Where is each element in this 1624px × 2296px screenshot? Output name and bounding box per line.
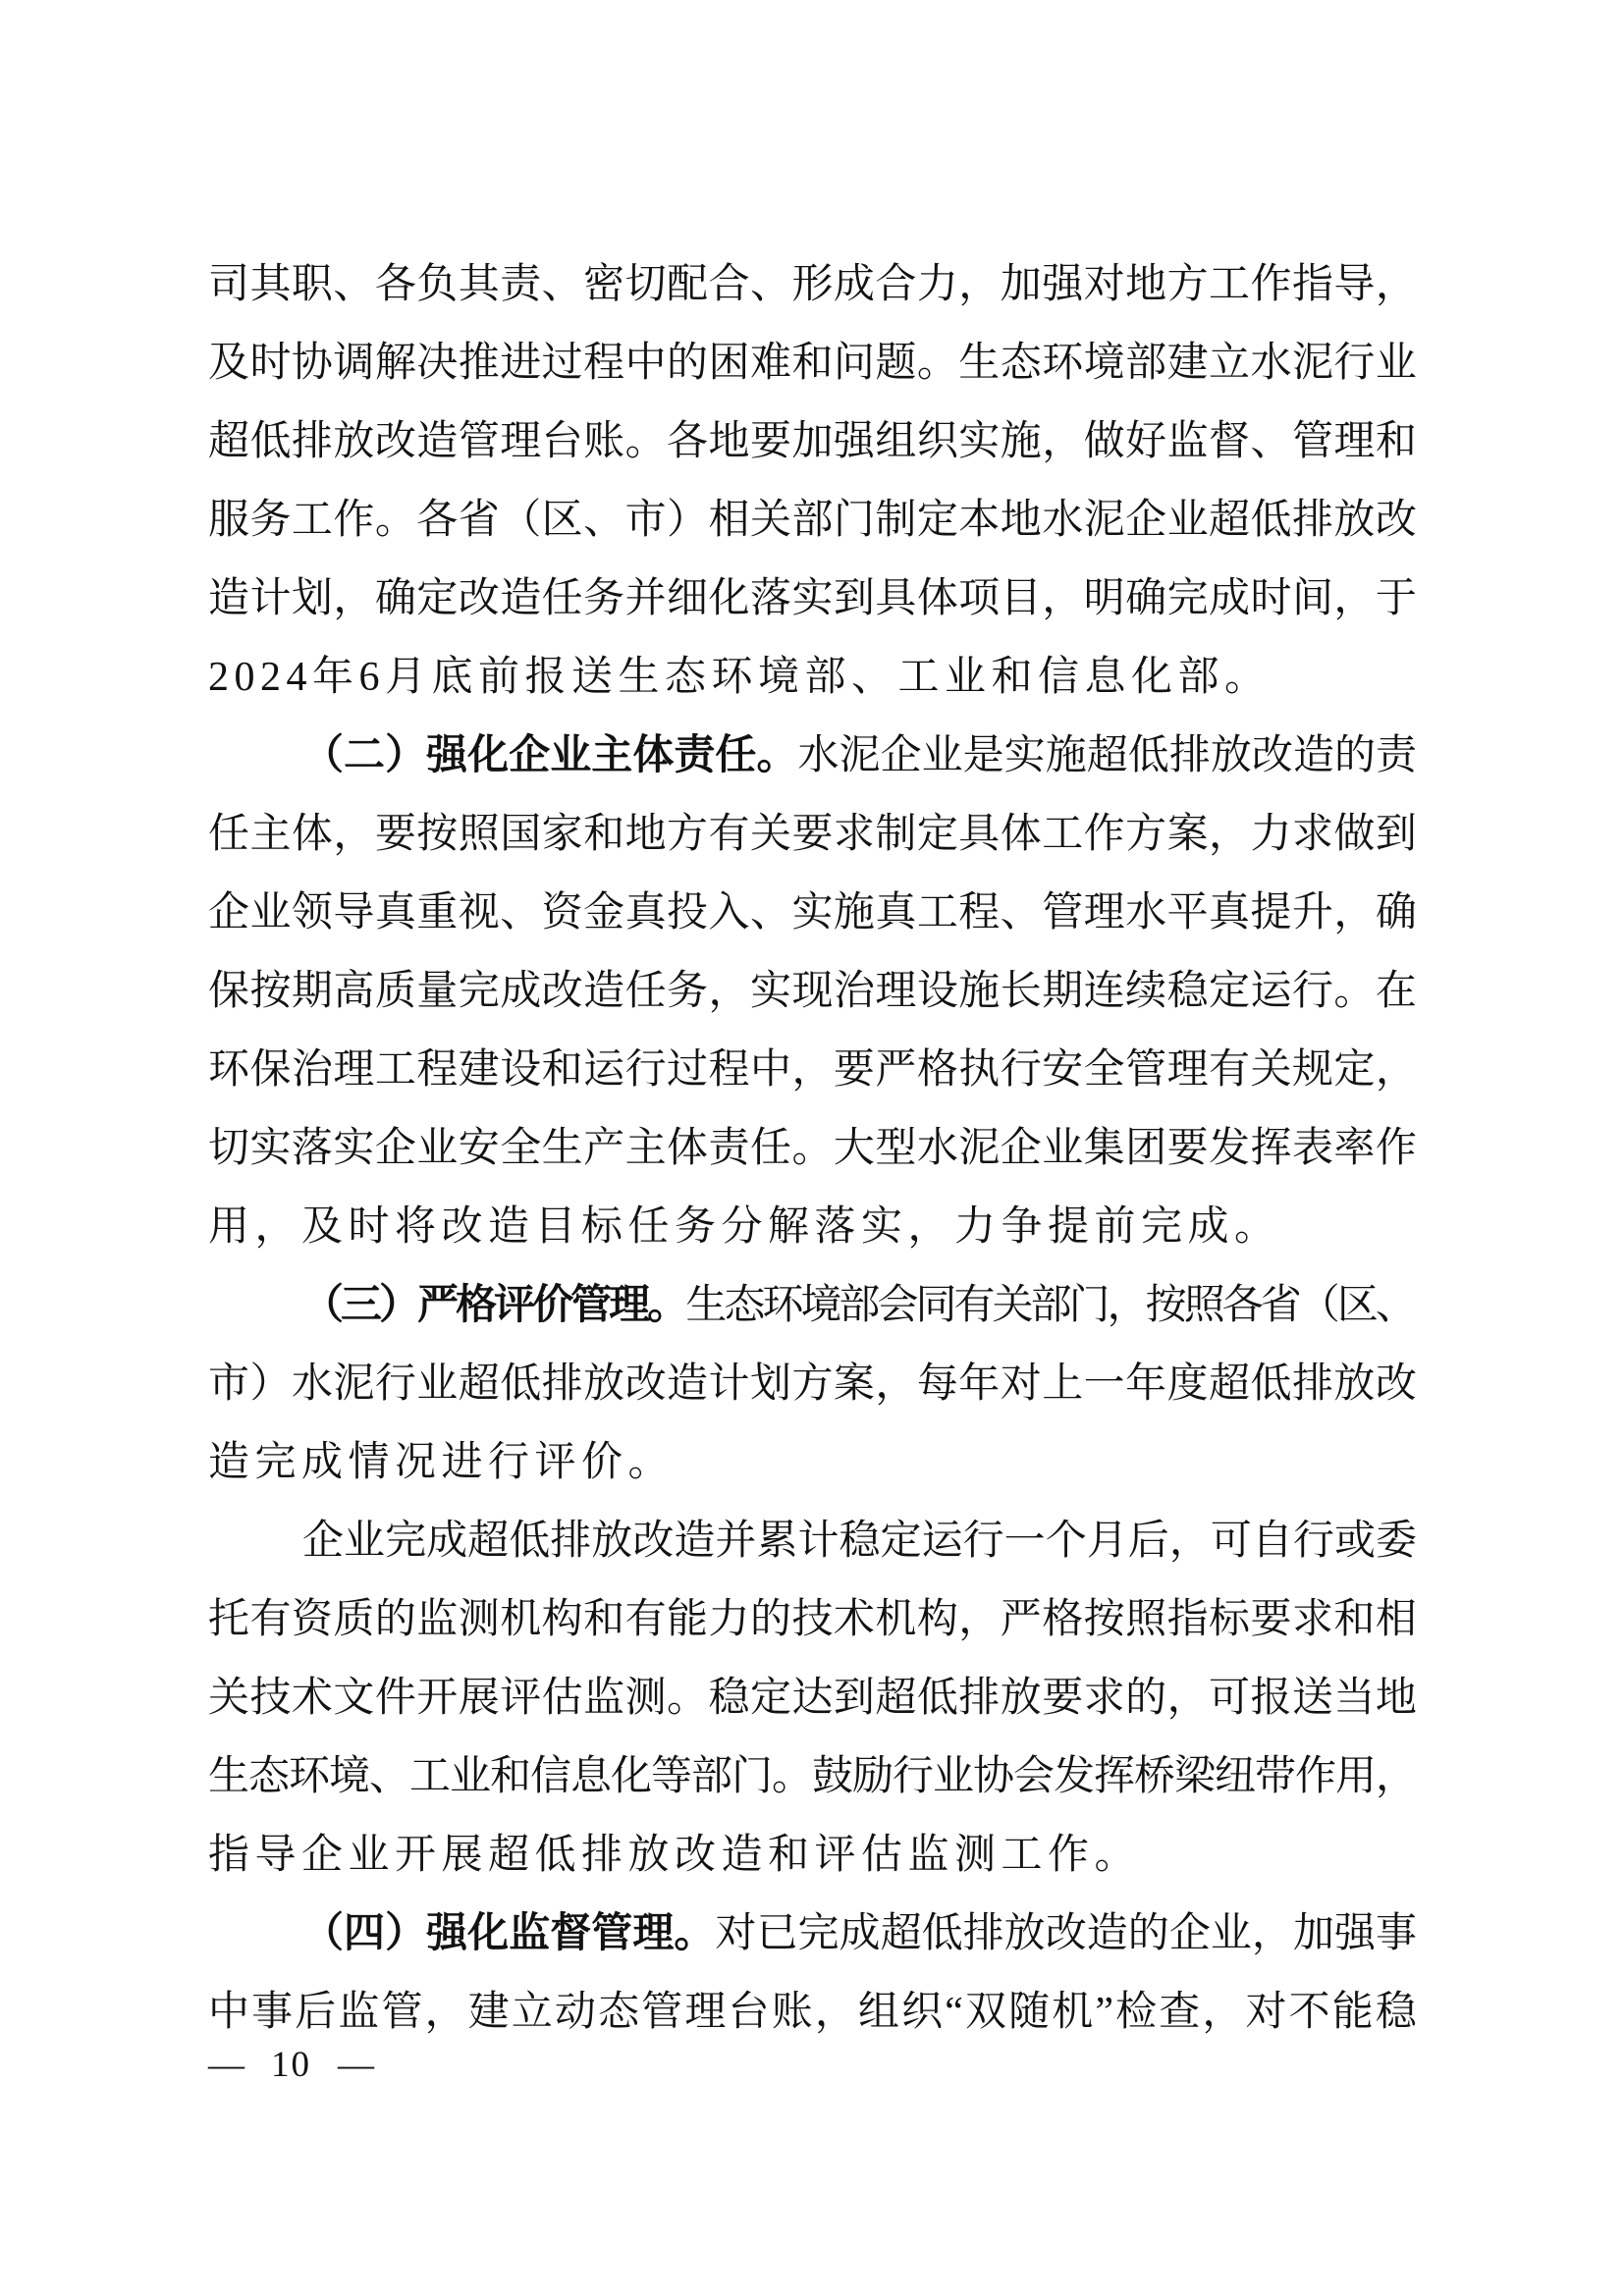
text-line-content (208, 1440, 675, 1485)
section-heading-text: （三）严格评价管理。 (302, 1283, 686, 1328)
text-line (208, 324, 1417, 402)
text-line-content (208, 1754, 1416, 1799)
text-line (208, 1502, 1417, 1580)
body-text: 托有资质的监测机构和有能力的技术机构，严格按照指标要求和相 (208, 1597, 1418, 1642)
text-line (208, 1188, 1417, 1266)
text-line (208, 245, 1417, 324)
text-line (208, 952, 1417, 1031)
text-line-content (302, 1519, 1417, 1564)
section-heading-text: （二）强化企业主体责任。 (302, 733, 798, 778)
body-text: 切实落实企业安全生产主体责任。大型水泥企业集团要发挥表率作 (208, 1126, 1418, 1171)
text-line (208, 1973, 1420, 2052)
text-line-content (208, 1676, 1417, 1721)
text-line (208, 1816, 1417, 1895)
body-text: 及时协调解决推进过程中的困难和问题。生态环境部建立水泥行业 (208, 341, 1418, 386)
document-body (208, 245, 1420, 2052)
body-text: 对已完成超低排放改造的企业，加强事 (715, 1911, 1418, 1956)
text-line-content (208, 419, 1417, 464)
page-footer (208, 2040, 374, 2091)
footer-dash-left: — (208, 2045, 244, 2085)
body-text: 环保治理工程建设和运行过程中，要严格执行安全管理有关规定， (208, 1047, 1418, 1093)
section-heading-text: （四）强化监督管理。 (302, 1911, 716, 1956)
text-line (208, 1659, 1417, 1737)
page-number: 10 (271, 2045, 311, 2085)
text-line (208, 1423, 1417, 1502)
text-line (208, 717, 1417, 795)
body-text: 企业领导真重视、资金真投入、实施真工程、管理水平真提升，确 (208, 890, 1418, 935)
body-text: 任主体，要按照国家和地方有关要求制定具体工作方案，力求做到 (208, 812, 1418, 857)
text-line (208, 1031, 1417, 1109)
text-line (208, 1895, 1417, 1973)
footer-dash-right: — (338, 2045, 374, 2085)
text-line-content (208, 655, 1272, 700)
text-line-content (208, 812, 1417, 857)
text-line-content (208, 341, 1417, 386)
body-text: 司其职、各负其责、密切配合、形成合力，加强对地方工作指导， (208, 262, 1418, 307)
text-line-content (208, 969, 1417, 1014)
text-line-content (302, 1911, 1417, 1956)
body-text: 服务工作。各省（区、市）相关部门制定本地水泥企业超低排放改 (208, 498, 1418, 543)
text-line (208, 638, 1417, 717)
text-line-content (208, 576, 1417, 621)
text-line (208, 560, 1417, 638)
text-line-content (302, 733, 1417, 778)
text-line (208, 402, 1417, 481)
body-text: 造完成情况进行评价。 (208, 1440, 676, 1485)
body-text: 造计划，确定改造任务并细化落实到具体项目，明确完成时间，于 (208, 576, 1418, 621)
text-line-content (208, 1204, 1281, 1250)
text-line (208, 1580, 1417, 1659)
body-text: 2024年6月底前报送生态环境部、工业和信息化部。 (208, 655, 1272, 700)
text-line-content (208, 1362, 1417, 1407)
text-line-content (208, 1126, 1417, 1171)
text-line (208, 1345, 1417, 1423)
text-line-content (208, 262, 1417, 307)
body-text: 关技术文件开展评估监测。稳定达到超低排放要求的，可报送当地 (208, 1676, 1418, 1721)
text-line-content (208, 1597, 1417, 1642)
body-text: 指导企业开展超低排放改造和评估监测工作。 (208, 1833, 1142, 1878)
body-text: 市）水泥行业超低排放改造计划方案，每年对上一年度超低排放改 (208, 1362, 1418, 1407)
text-line (208, 1266, 1417, 1345)
body-text: 用，及时将改造目标任务分解落实，力争提前完成。 (208, 1204, 1281, 1250)
text-line (208, 1109, 1417, 1188)
text-line-content (208, 1833, 1141, 1878)
body-text: 企业完成超低排放改造并累计稳定运行一个月后，可自行或委 (302, 1519, 1418, 1564)
body-text: 中事后监管，建立动态管理台账，组织“双随机”检查，对不能稳 (208, 1990, 1420, 2035)
text-line-content (208, 1990, 1419, 2035)
text-line-content (208, 498, 1417, 543)
body-text: 生态环境、工业和信息化等部门。鼓励行业协会发挥桥梁纽带作用， (208, 1754, 1417, 1799)
body-text: 生态环境部会同有关部门，按照各省（区、 (685, 1283, 1414, 1328)
text-line (208, 795, 1417, 874)
body-text: 保按期高质量完成改造任务，实现治理设施长期连续稳定运行。在 (208, 969, 1418, 1014)
text-line (208, 481, 1417, 560)
text-line-content (208, 890, 1417, 935)
text-line (208, 874, 1417, 952)
text-line-content (208, 1047, 1417, 1093)
body-text: 水泥企业是实施超低排放改造的责 (797, 733, 1418, 778)
body-text: 超低排放改造管理台账。各地要加强组织实施，做好监督、管理和 (208, 419, 1418, 464)
text-line-content (302, 1283, 1414, 1328)
text-line (208, 1737, 1417, 1816)
